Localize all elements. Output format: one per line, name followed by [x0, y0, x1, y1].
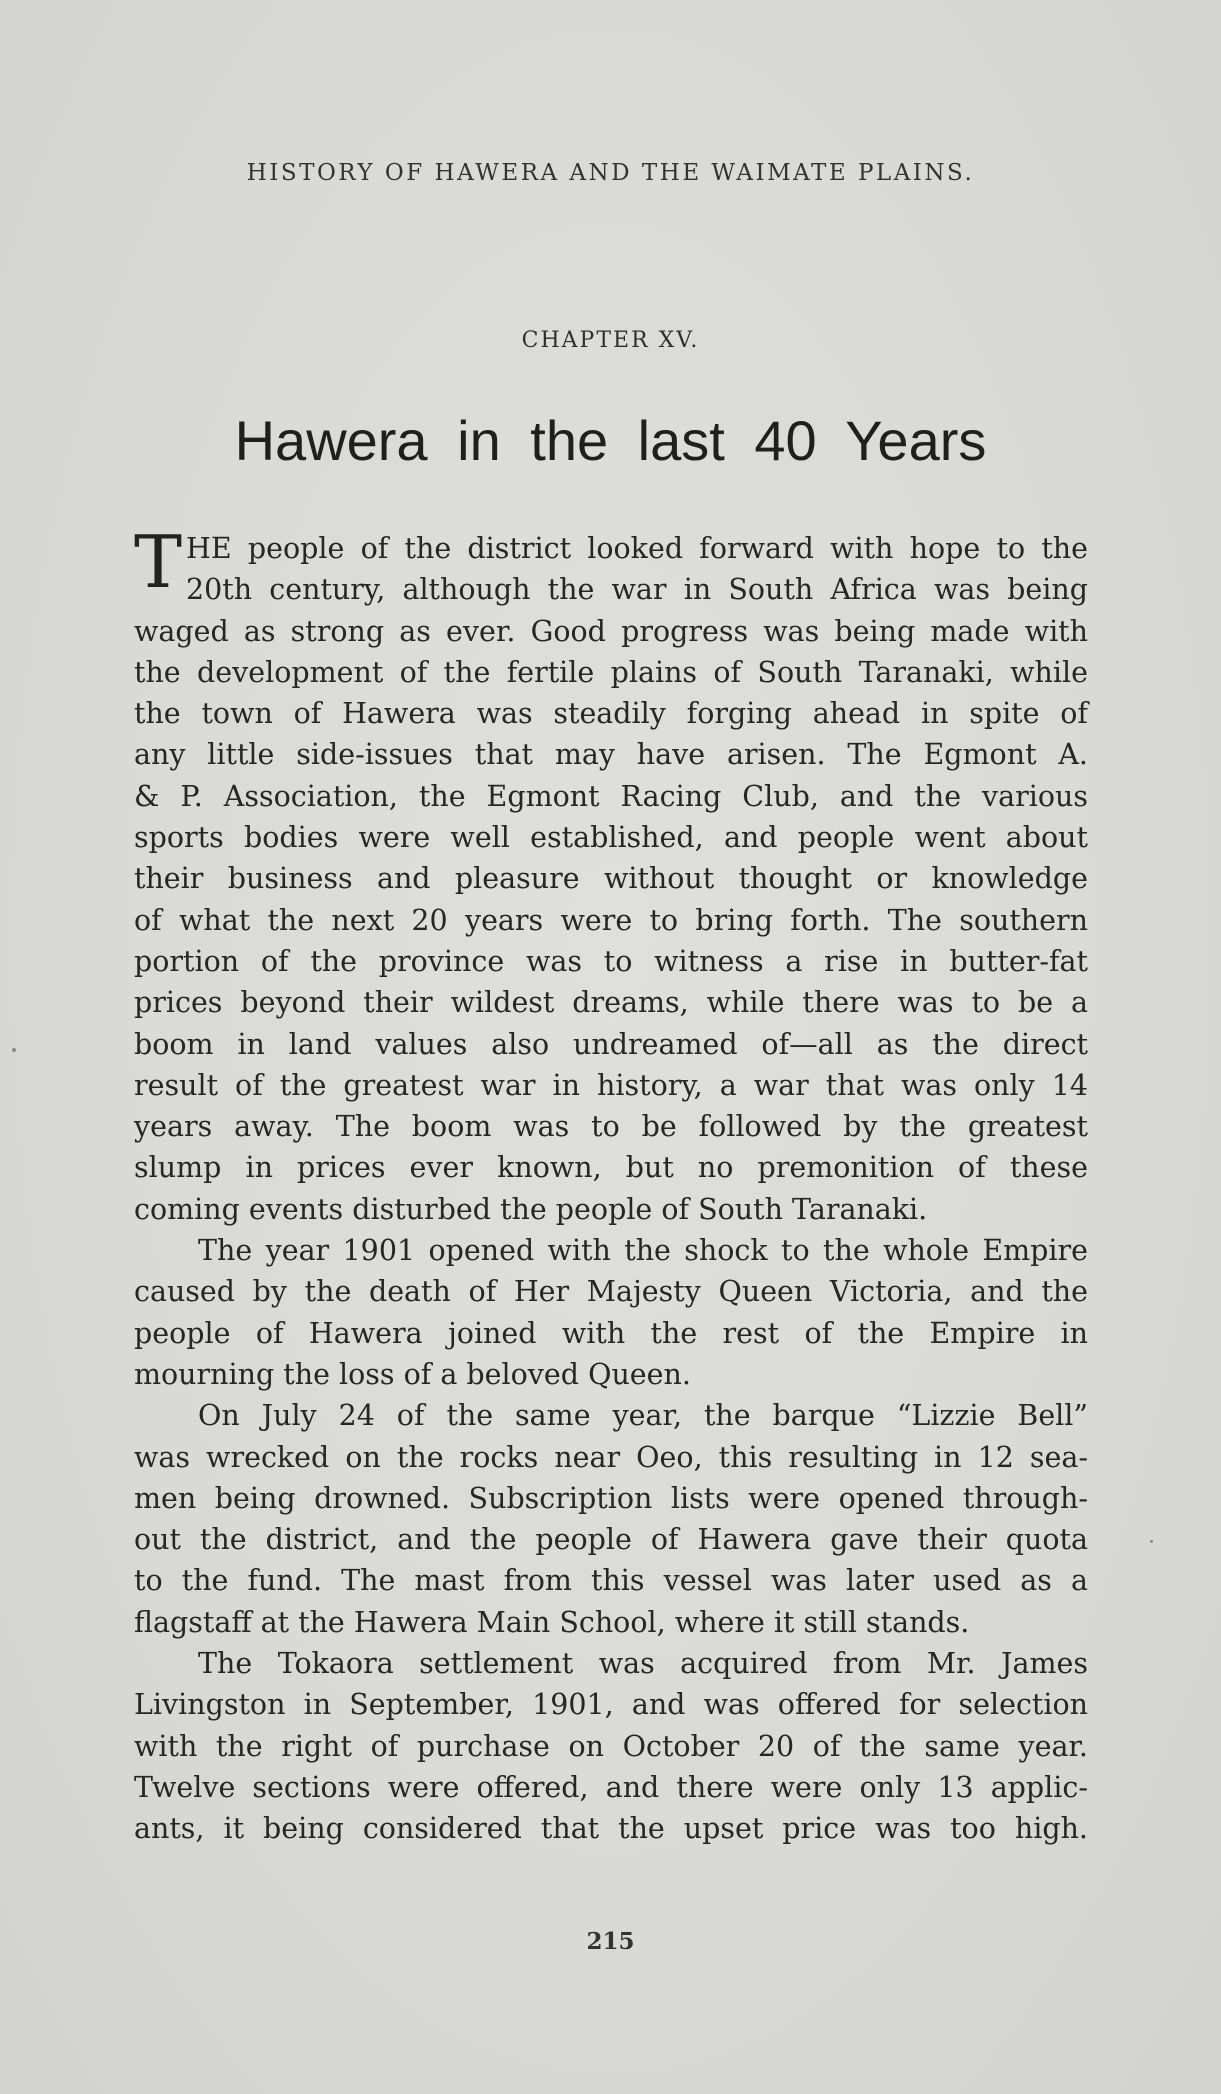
text-line: result of the greatest war in history, a war that was only 14 — [134, 1068, 1088, 1102]
paragraph-1 — [134, 520, 1088, 1230]
text-line: 20th century, although the war in South Africa was being — [186, 573, 1088, 607]
text-line: their business and pleasure without thought or knowledge — [134, 862, 1088, 896]
text-line: to the fund. The mast from this vessel was later used as a — [134, 1564, 1088, 1598]
text-line: waged as strong as ever. Good progress was being made with — [134, 614, 1088, 648]
text-line: prices beyond their wildest dreams, while there was to be a — [134, 986, 1088, 1020]
chapter-heading: CHAPTER XV. — [521, 328, 700, 353]
text-line: The year 1901 opened with the shock to the whole Empire — [198, 1234, 1088, 1268]
body-text — [134, 520, 1088, 1850]
text-line: HE people of the district looked forward with hope to the — [186, 532, 1088, 565]
text-line: The Tokaora settlement was acquired from Mr. James — [198, 1647, 1088, 1681]
text-line: any little side-issues that may have arisen. The Egmont A. — [134, 738, 1088, 772]
paper-speck — [12, 1048, 16, 1052]
text-line: of what the next 20 years were to bring forth. The southern — [134, 903, 1088, 937]
text-line: slump in prices ever known, but no premonition of these — [134, 1151, 1088, 1185]
text-line: men being drowned. Subscription lists were opened through- — [134, 1481, 1088, 1515]
paragraph-2 — [134, 1230, 1088, 1395]
text-line: portion of the province was to witness a rise in butter-fat — [134, 944, 1088, 978]
text-line: years away. The boom was to be followed by the greatest — [134, 1110, 1088, 1144]
paper-speck — [1150, 1540, 1153, 1543]
text-line: boom in land values also undreamed of—all as the direct — [134, 1027, 1088, 1061]
text-line: On July 24 of the same year, the barque “Lizzie Bell” — [198, 1399, 1088, 1433]
paragraph-4 — [134, 1643, 1088, 1849]
text-line: sports bodies were well established, and people went about — [134, 821, 1088, 855]
text-line: people of Hawera joined with the rest of the Empire in — [134, 1316, 1088, 1350]
drop-cap: T — [134, 520, 183, 604]
text-line: with the right of purchase on October 20 of the same year. — [134, 1729, 1088, 1763]
chapter-title: Hawera in the last 40 Years — [234, 409, 987, 472]
text-line: the town of Hawera was steadily forging ahead in spite of — [134, 697, 1088, 731]
text-line: ants, it being considered that the upset price was too high. — [134, 1812, 1088, 1846]
text-line: mourning the loss of a beloved Queen. — [134, 1357, 691, 1391]
text-line: caused by the death of Her Majesty Queen Victoria, and the — [134, 1275, 1088, 1309]
text-line: coming events disturbed the people of South Taranaki. — [134, 1192, 928, 1226]
text-line: flagstaff at the Hawera Main School, where it still stands. — [134, 1605, 970, 1639]
text-line: the development of the fertile plains of South Taranaki, while — [134, 655, 1088, 689]
running-head: HISTORY OF HAWERA AND THE WAIMATE PLAINS. — [246, 160, 975, 186]
text-line: out the district, and the people of Hawera gave their quota — [134, 1523, 1088, 1557]
text-line: Twelve sections were offered, and there were only 13 applic- — [134, 1770, 1088, 1804]
text-line: Livingston in September, 1901, and was offered for selection — [134, 1688, 1088, 1722]
page-number: 215 — [586, 1928, 635, 1955]
paragraph-3 — [134, 1395, 1088, 1643]
text-line: & P. Association, the Egmont Racing Club, and the various — [134, 779, 1088, 813]
text-line: was wrecked on the rocks near Oeo, this resulting in 12 sea- — [134, 1440, 1088, 1474]
